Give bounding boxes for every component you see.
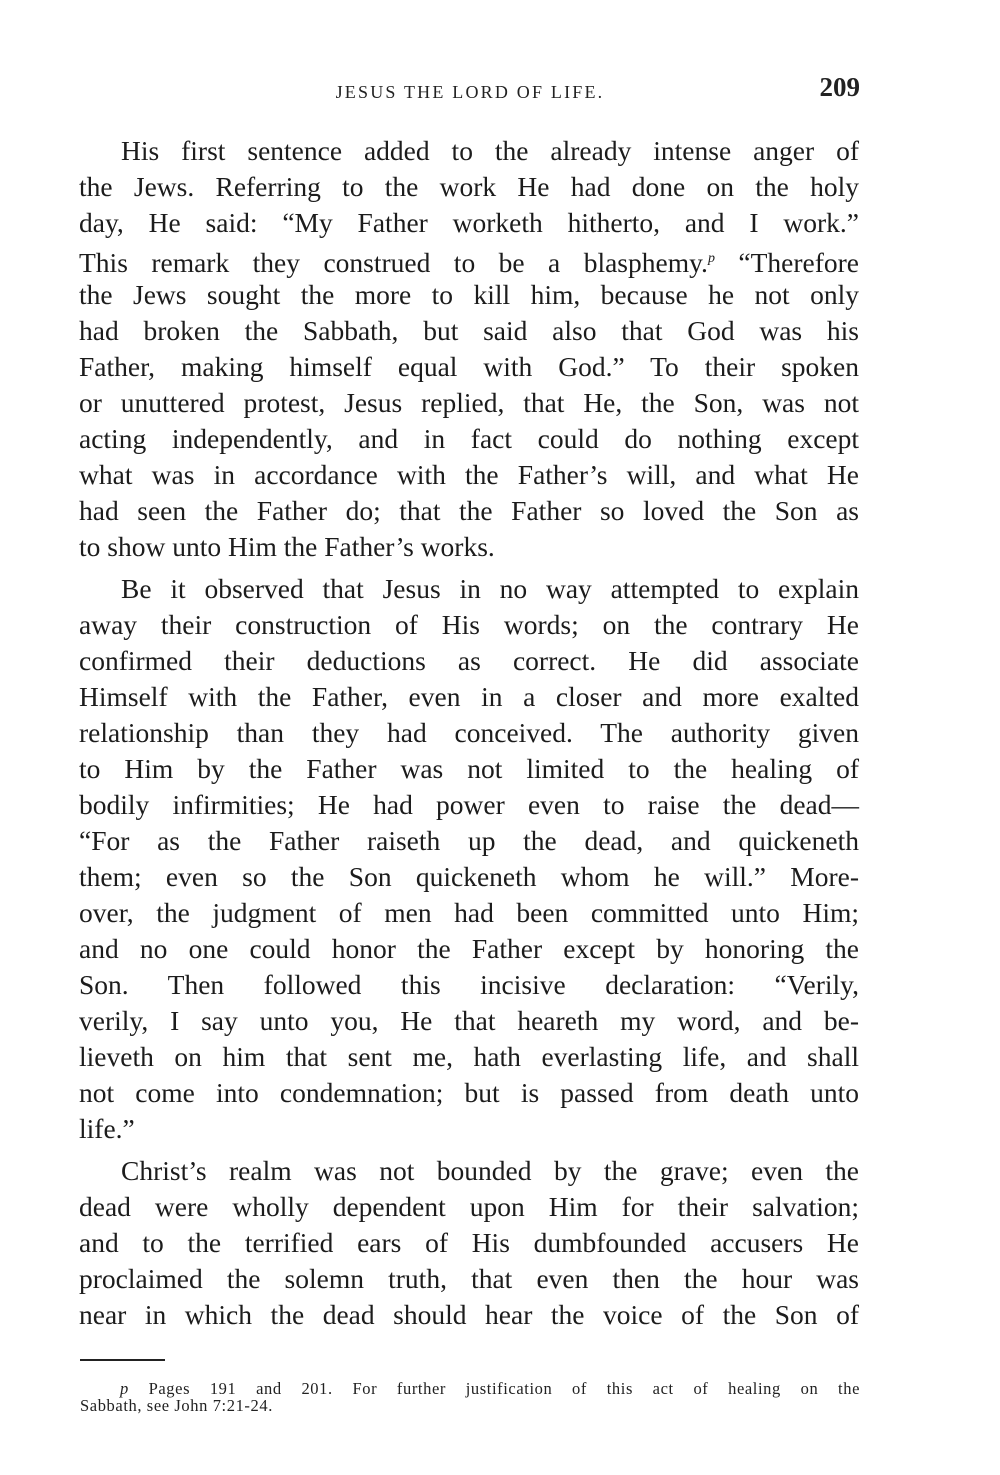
text-line: to Him by the Father was not limited to the healing of: [79, 753, 859, 784]
text-line: to show unto Him the Father’s works.: [79, 531, 495, 562]
text-line: Father, making himself equal with God.” To their spoken: [79, 351, 859, 382]
text-line: and no one could honor the Father except by honoring the: [79, 933, 859, 964]
text-line: bodily infirmities; He had power even to raise the dead—: [79, 789, 859, 820]
running-title: JESUS THE LORD OF LIFE.: [335, 82, 605, 102]
text-line: acting independently, and in fact could do nothing except: [79, 423, 859, 454]
text-line: and to the terrified ears of His dumbfounded accusers He: [79, 1227, 859, 1258]
text-line: His first sentence added to the already intense anger of: [121, 135, 859, 166]
text-line: Christ’s realm was not bounded by the grave; even the: [121, 1155, 859, 1186]
text-line: lieveth on him that sent me, hath everlasting life, and shall: [79, 1041, 859, 1072]
footnote: [80, 1380, 860, 1414]
text-line: what was in accordance with the Father’s will, and what He: [79, 459, 859, 490]
text-line: verily, I say unto you, He that heareth my word, and be-: [79, 1005, 859, 1036]
text-line: relationship than they had conceived. The authority given: [79, 717, 859, 748]
footnote-line: Sabbath, see John 7:21-24.: [80, 1396, 273, 1415]
body-text: [79, 133, 859, 1339]
text-line: confirmed their deductions as correct. He did associate: [79, 645, 859, 676]
footnote-divider: [80, 1359, 165, 1361]
text-line: dead were wholly dependent upon Him for their salvation;: [79, 1191, 859, 1222]
text-line: Son. Then followed this incisive declaration: “Verily,: [79, 969, 859, 1000]
footnote-ref: p: [707, 251, 715, 266]
text-line: “For as the Father raiseth up the dead, and quickeneth: [79, 825, 859, 856]
text-line: away their construction of His words; on the contrary He: [79, 609, 859, 640]
text-line: Himself with the Father, even in a closer and more exalted: [79, 681, 859, 712]
footnote-marker: p: [120, 1379, 129, 1398]
footnote-text: Pages 191 and 201. For further justification of this act of healing on the: [148, 1379, 860, 1398]
text-line: life.”: [79, 1113, 135, 1144]
text-line: them; even so the Son quickeneth whom he will.” More-: [79, 861, 859, 892]
text-line: the Jews sought the more to kill him, because he not only: [79, 279, 859, 310]
text-line: near in which the dead should hear the voice of the Son of: [79, 1299, 859, 1330]
text-line: day, He said: “My Father worketh hitherto, and I work.”: [79, 207, 859, 238]
text-line: the Jews. Referring to the work He had done on the holy: [79, 171, 859, 202]
text-line: had broken the Sabbath, but said also that God was his: [79, 315, 859, 346]
text-line: or unuttered protest, Jesus replied, that He, the Son, was not: [79, 387, 859, 418]
text-line: Be it observed that Jesus in no way attempted to explain: [121, 573, 859, 604]
text-line: had seen the Father do; that the Father so loved the Son as: [79, 495, 859, 526]
running-header: [80, 66, 860, 106]
paragraph-1: [79, 133, 859, 565]
text-span: This remark they construed to be a blasphemy.: [79, 247, 708, 279]
paragraph-2: [79, 571, 859, 1147]
paragraph-3: [79, 1153, 859, 1333]
text-line: not come into condemnation; but is passed from death unto: [79, 1077, 859, 1108]
page-number: 209: [819, 72, 860, 102]
text-line: over, the judgment of men had been committed unto Him;: [79, 897, 859, 928]
text-line-with-footnote-ref: [79, 241, 859, 277]
text-line: proclaimed the solemn truth, that even then the hour was: [79, 1263, 859, 1294]
text-span: “Therefore: [738, 247, 859, 279]
footnote-line: [80, 1380, 860, 1397]
